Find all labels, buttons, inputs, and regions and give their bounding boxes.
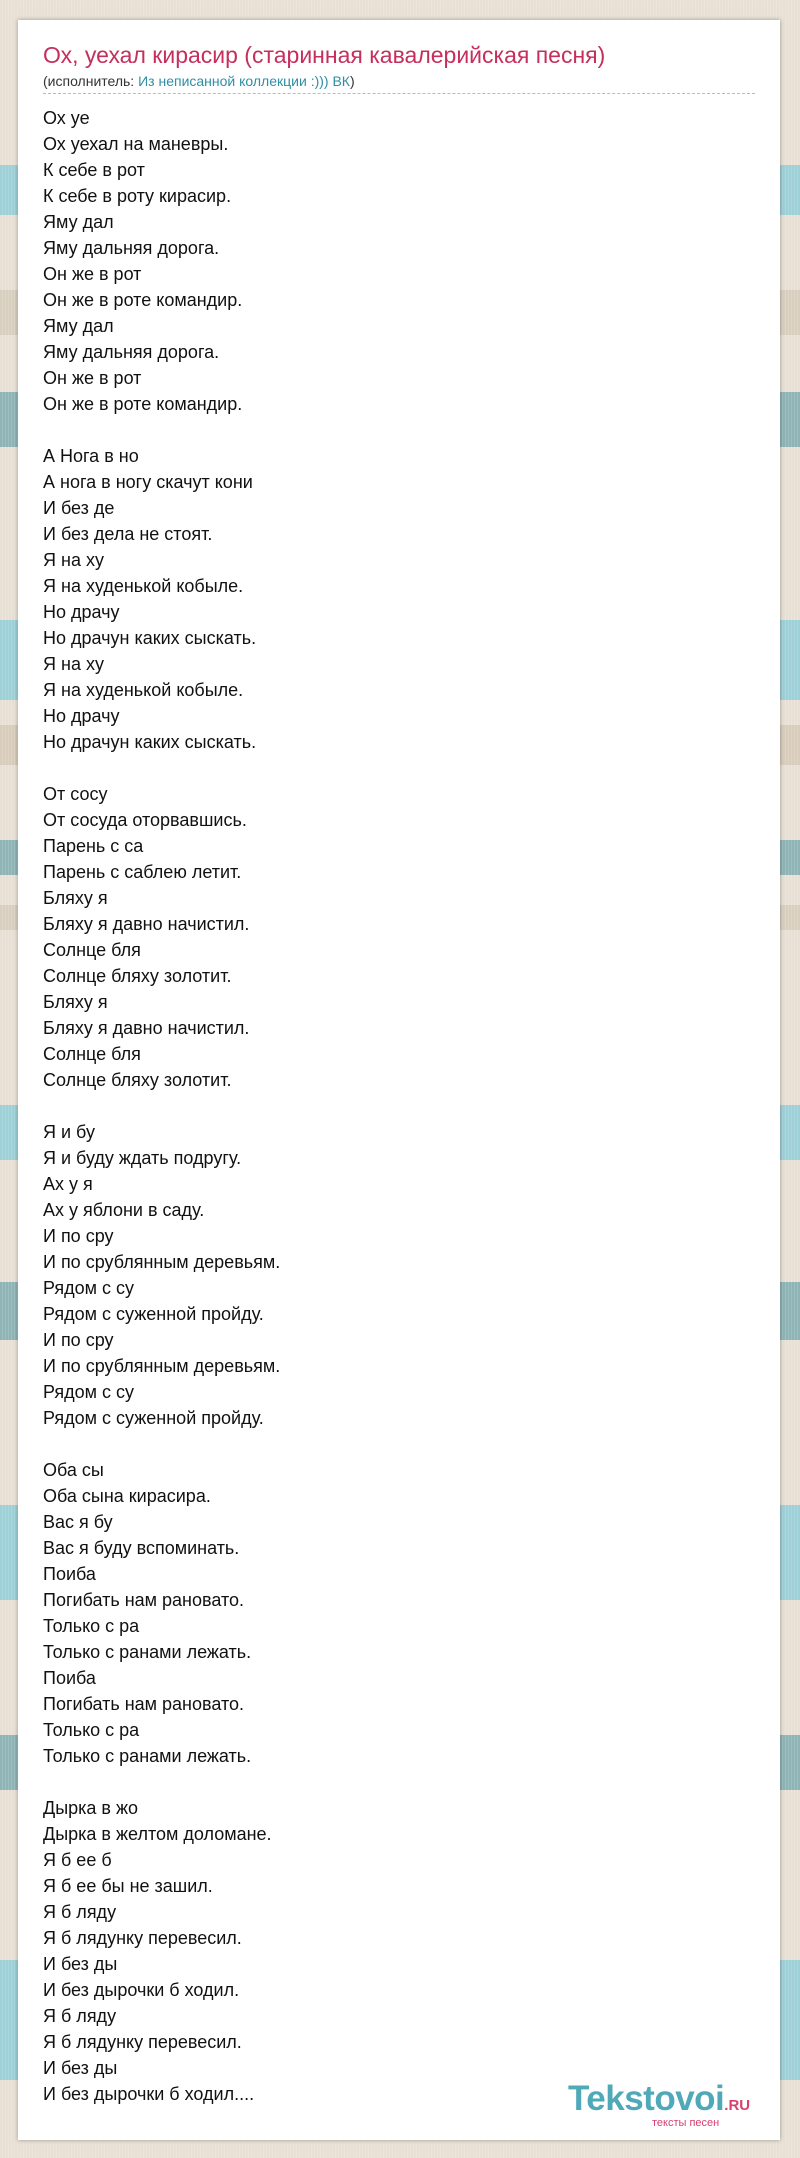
lyric-line: А Нога в но bbox=[43, 446, 139, 466]
lyric-line: Он же в роте командир. bbox=[43, 290, 243, 310]
lyric-line: И без ды bbox=[43, 2058, 118, 2078]
lyric-line: Я на ху bbox=[43, 550, 104, 570]
lyric-line: И без дела не стоят. bbox=[43, 524, 213, 544]
lyric-line: Рядом с суженной пройду. bbox=[43, 1408, 264, 1428]
lyric-line: И без дырочки б ходил.... bbox=[43, 2084, 255, 2104]
lyric-line: Бляху я давно начистил. bbox=[43, 1018, 250, 1038]
lyric-line: И по сру bbox=[43, 1330, 114, 1350]
lyric-line: И без де bbox=[43, 498, 115, 518]
lyric-line: От сосуда оторвавшись. bbox=[43, 810, 247, 830]
lyric-line: Но драчун каких сыскать. bbox=[43, 732, 257, 752]
lyric-line: К себе в рот bbox=[43, 160, 145, 180]
artist-prefix: (исполнитель: bbox=[43, 73, 139, 89]
lyrics-card bbox=[18, 20, 780, 2140]
lyric-line: К себе в роту кирасир. bbox=[43, 186, 232, 206]
lyric-line: От сосу bbox=[43, 784, 108, 804]
lyric-line: И без дырочки б ходил. bbox=[43, 1980, 240, 2000]
logo-tld: .RU bbox=[724, 2097, 751, 2114]
lyric-line: Яму дал bbox=[43, 316, 114, 336]
lyric-line: Он же в рот bbox=[43, 264, 142, 284]
artist-link-vk[interactable]: ВК bbox=[332, 73, 350, 89]
lyric-line: Я б лядунку перевесил. bbox=[43, 2032, 242, 2052]
lyric-line: Вас я буду вспоминать. bbox=[43, 1538, 240, 1558]
artist-line bbox=[43, 72, 755, 94]
lyric-line: Ох уехал на маневры. bbox=[43, 134, 229, 154]
lyric-line: Но драчун каких сыскать. bbox=[43, 628, 257, 648]
lyric-line: Я б ее бы не зашил. bbox=[43, 1876, 213, 1896]
lyric-line: Я на худенькой кобыле. bbox=[43, 576, 244, 596]
lyric-line: Рядом с су bbox=[43, 1278, 135, 1298]
lyric-line: Ах у яблони в саду. bbox=[43, 1200, 205, 1220]
lyric-line: Он же в рот bbox=[43, 368, 142, 388]
lyric-line: Я б лядунку перевесил. bbox=[43, 1928, 242, 1948]
lyric-line: Солнце бляху золотит. bbox=[43, 966, 232, 986]
lyric-line: Рядом с суженной пройду. bbox=[43, 1304, 264, 1324]
lyric-line: Вас я бу bbox=[43, 1512, 113, 1532]
lyric-line: Я и бу bbox=[43, 1122, 95, 1142]
stanza bbox=[43, 443, 756, 755]
lyric-line: Я на худенькой кобыле. bbox=[43, 680, 244, 700]
lyric-line: Поиба bbox=[43, 1564, 96, 1584]
lyric-line: Парень с саблею летит. bbox=[43, 862, 242, 882]
lyric-line: Солнце бля bbox=[43, 1044, 141, 1064]
lyric-line: Яму дальняя дорога. bbox=[43, 342, 220, 362]
lyric-line: Яму дал bbox=[43, 212, 114, 232]
lyric-line: Ох уе bbox=[43, 108, 90, 128]
lyric-line: Солнце бляху золотит. bbox=[43, 1070, 232, 1090]
stanza bbox=[43, 105, 756, 417]
lyric-line: Погибать нам рановато. bbox=[43, 1590, 245, 1610]
lyric-line: И по сру bbox=[43, 1226, 114, 1246]
lyric-line: Погибать нам рановато. bbox=[43, 1694, 245, 1714]
lyric-line: Оба сы bbox=[43, 1460, 104, 1480]
lyric-line: Яму дальняя дорога. bbox=[43, 238, 220, 258]
lyric-line: Только с ранами лежать. bbox=[43, 1642, 252, 1662]
lyric-line: Дырка в жо bbox=[43, 1798, 139, 1818]
lyric-line: Но драчу bbox=[43, 602, 120, 622]
stanza bbox=[43, 1119, 756, 1431]
lyric-line: И по срублянным деревьям. bbox=[43, 1252, 281, 1272]
lyric-line: Только с ра bbox=[43, 1720, 140, 1740]
artist-suffix: ) bbox=[349, 73, 355, 89]
lyric-line: Поиба bbox=[43, 1668, 96, 1688]
lyric-line: Но драчу bbox=[43, 706, 120, 726]
lyric-line: Парень с са bbox=[43, 836, 144, 856]
lyric-line: Бляху я bbox=[43, 992, 108, 1012]
page-title: Ох, уехал кирасир (старинная кавалерийская песня) bbox=[43, 42, 606, 68]
artist-link-collection[interactable]: Из неписанной коллекции :))) bbox=[138, 73, 329, 89]
lyric-line: Ах у я bbox=[43, 1174, 93, 1194]
lyric-line: Я б ляду bbox=[43, 2006, 117, 2026]
lyric-line: Бляху я bbox=[43, 888, 108, 908]
lyrics-body bbox=[43, 105, 756, 2107]
lyric-line: Рядом с су bbox=[43, 1382, 135, 1402]
lyric-line: И по срублянным деревьям. bbox=[43, 1356, 281, 1376]
stanza bbox=[43, 1457, 756, 1769]
lyric-line: Я на ху bbox=[43, 654, 104, 674]
stanza bbox=[43, 781, 756, 1093]
lyric-line: Оба сына кирасира. bbox=[43, 1486, 211, 1506]
site-logo[interactable] bbox=[568, 2079, 776, 2129]
lyric-line: И без ды bbox=[43, 1954, 118, 1974]
lyric-line: Солнце бля bbox=[43, 940, 141, 960]
lyric-line: Бляху я давно начистил. bbox=[43, 914, 250, 934]
stanza bbox=[43, 1795, 756, 2107]
lyric-line: Он же в роте командир. bbox=[43, 394, 243, 414]
lyric-line: Только с ра bbox=[43, 1616, 140, 1636]
lyric-line: Я и буду ждать подругу. bbox=[43, 1148, 242, 1168]
logo-name: Tekstovoi bbox=[568, 2079, 725, 2118]
lyric-line: Я б ее б bbox=[43, 1850, 112, 1870]
lyric-line: Я б ляду bbox=[43, 1902, 117, 1922]
logo-tagline: тексты песен bbox=[652, 2117, 720, 2129]
lyric-line: А нога в ногу скачут кони bbox=[43, 472, 253, 492]
lyric-line: Дырка в желтом доломане. bbox=[43, 1824, 272, 1844]
lyric-line: Только с ранами лежать. bbox=[43, 1746, 252, 1766]
